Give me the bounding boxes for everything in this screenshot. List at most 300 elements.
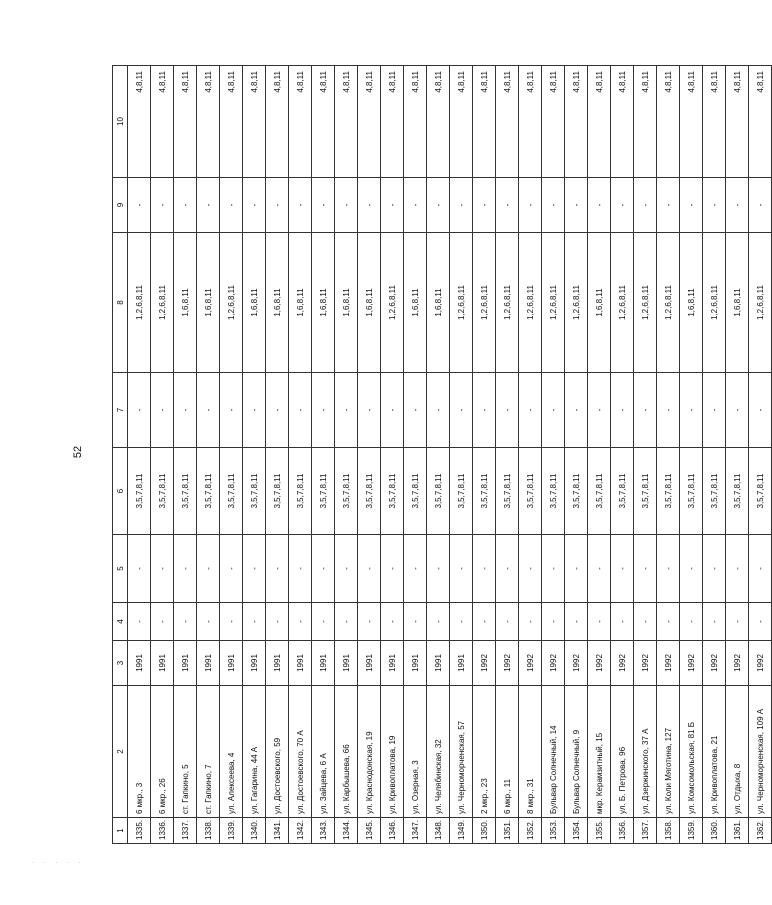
col-6-value: 3,5,7,8,11 [588, 448, 611, 535]
col-10-value: 4,8,11 [289, 66, 312, 178]
col-7-value: - [450, 373, 473, 448]
col-6-header: 6 [113, 448, 128, 535]
col-6-value: 3,5,7,8,11 [312, 448, 335, 535]
col-5-value: - [565, 535, 588, 603]
row-number: 1346. [381, 818, 404, 844]
col-4-value: - [450, 603, 473, 641]
col-3-header: 3 [113, 641, 128, 686]
col-8-value: 1,6,8,11 [312, 233, 335, 373]
col-8-value: 1,2,6,8,11 [611, 233, 634, 373]
year: 1992 [611, 641, 634, 686]
col-1-header: 1 [113, 818, 128, 844]
col-8-value: 1,6,8,11 [680, 233, 703, 373]
col-7-value: - [312, 373, 335, 448]
table-row [128, 66, 151, 844]
address: ул. Отдыха, 8 [726, 686, 749, 818]
col-5-value: - [450, 535, 473, 603]
col-4-value: - [634, 603, 657, 641]
address: ул. Зайцева, 6 А [312, 686, 335, 818]
col-9-value: - [197, 178, 220, 233]
year: 1992 [542, 641, 565, 686]
table-row [312, 66, 335, 844]
table-header-row [113, 66, 128, 844]
address: 6 мкр., 26 [151, 686, 174, 818]
col-5-value: - [358, 535, 381, 603]
row-number: 1341. [266, 818, 289, 844]
row-number: 1361. [726, 818, 749, 844]
col-8-value: 1,2,6,8,11 [128, 233, 151, 373]
col-9-value: - [565, 178, 588, 233]
row-number: 1337. [174, 818, 197, 844]
col-9-value: - [519, 178, 542, 233]
col-5-value: - [243, 535, 266, 603]
table-row [680, 66, 703, 844]
col-6-value: 3,5,7,8,11 [680, 448, 703, 535]
col-6-value: 3,5,7,8,11 [220, 448, 243, 535]
year: 1991 [174, 641, 197, 686]
row-number: 1340. [243, 818, 266, 844]
col-6-value: 3,5,7,8,11 [634, 448, 657, 535]
col-4-value: - [427, 603, 450, 641]
col-5-value: - [703, 535, 726, 603]
year: 1992 [496, 641, 519, 686]
col-10-value: 4,8,11 [588, 66, 611, 178]
col-9-value: - [473, 178, 496, 233]
col-9-value: - [726, 178, 749, 233]
col-9-value: - [243, 178, 266, 233]
col-5-value: - [174, 535, 197, 603]
col-7-value: - [565, 373, 588, 448]
col-7-value: - [473, 373, 496, 448]
col-4-value: - [749, 603, 772, 641]
col-10-value: 4,8,11 [450, 66, 473, 178]
col-9-value: - [703, 178, 726, 233]
address: ул. Гагарина, 44 А [243, 686, 266, 818]
address: ул. Алексеева, 4 [220, 686, 243, 818]
col-6-value: 3,5,7,8,11 [427, 448, 450, 535]
col-10-value: 4,8,11 [634, 66, 657, 178]
col-5-value: - [427, 535, 450, 603]
col-4-value: - [266, 603, 289, 641]
row-number: 1358. [657, 818, 680, 844]
year: 1991 [128, 641, 151, 686]
table-row [749, 66, 772, 844]
table-row [657, 66, 680, 844]
col-5-value: - [151, 535, 174, 603]
col-8-value: 1,6,8,11 [427, 233, 450, 373]
address: ул. Озерная, 3 [404, 686, 427, 818]
col-8-value: 1,6,8,11 [289, 233, 312, 373]
col-7-value: - [128, 373, 151, 448]
row-number: 1348. [427, 818, 450, 844]
col-9-value: - [404, 178, 427, 233]
address: ул. Достоевского, 70 А [289, 686, 312, 818]
col-4-value: - [197, 603, 220, 641]
table-row [427, 66, 450, 844]
table-row [289, 66, 312, 844]
year: 1992 [473, 641, 496, 686]
col-7-value: - [749, 373, 772, 448]
address: ул. Черноморченская, 57 [450, 686, 473, 818]
col-4-value: - [381, 603, 404, 641]
col-7-value: - [174, 373, 197, 448]
row-number: 1344. [335, 818, 358, 844]
row-number: 1355. [588, 818, 611, 844]
table-row [726, 66, 749, 844]
col-4-value: - [611, 603, 634, 641]
col-4-value: - [657, 603, 680, 641]
col-9-header: 9 [113, 178, 128, 233]
address: ул. Достоевского, 59 [266, 686, 289, 818]
table-row [174, 66, 197, 844]
row-number: 1357. [634, 818, 657, 844]
col-10-value: 4,8,11 [151, 66, 174, 178]
table-row [611, 66, 634, 844]
col-4-value: - [335, 603, 358, 641]
col-10-value: 4,8,11 [473, 66, 496, 178]
col-8-value: 1,6,8,11 [197, 233, 220, 373]
document-table-area [112, 66, 765, 844]
table-row [381, 66, 404, 844]
col-5-value: - [588, 535, 611, 603]
table-row [358, 66, 381, 844]
table-row [220, 66, 243, 844]
col-7-value: - [726, 373, 749, 448]
col-5-value: - [220, 535, 243, 603]
year: 1991 [197, 641, 220, 686]
address: ул. Черноморченская, 109 А [749, 686, 772, 818]
rotated-table-container [112, 66, 765, 844]
col-4-value: - [404, 603, 427, 641]
year: 1991 [404, 641, 427, 686]
col-10-value: 4,8,11 [266, 66, 289, 178]
address: ул. Дзержинского, 37 А [634, 686, 657, 818]
col-8-value: 1,6,8,11 [358, 233, 381, 373]
table-body [128, 66, 772, 844]
table-row [450, 66, 473, 844]
table-row [542, 66, 565, 844]
col-5-value: - [496, 535, 519, 603]
col-5-value: - [634, 535, 657, 603]
col-7-value: - [197, 373, 220, 448]
col-6-value: 3,5,7,8,11 [542, 448, 565, 535]
table-row [703, 66, 726, 844]
table-row [565, 66, 588, 844]
year: 1991 [450, 641, 473, 686]
col-10-value: 4,8,11 [197, 66, 220, 178]
col-10-value: 4,8,11 [657, 66, 680, 178]
address: Бульвар Солнечный, 14 [542, 686, 565, 818]
address: 8 мкр., 31 [519, 686, 542, 818]
row-number: 1350. [473, 818, 496, 844]
col-6-value: 3,5,7,8,11 [197, 448, 220, 535]
col-7-value: - [151, 373, 174, 448]
col-4-value: - [519, 603, 542, 641]
col-9-value: - [680, 178, 703, 233]
col-8-header: 8 [113, 233, 128, 373]
year: 1992 [657, 641, 680, 686]
table-row [634, 66, 657, 844]
col-5-value: - [749, 535, 772, 603]
col-8-value: 1,6,8,11 [174, 233, 197, 373]
year: 1992 [749, 641, 772, 686]
col-8-value: 1,2,6,8,11 [450, 233, 473, 373]
col-5-value: - [266, 535, 289, 603]
col-6-value: 3,5,7,8,11 [450, 448, 473, 535]
col-8-value: 1,2,6,8,11 [496, 233, 519, 373]
col-10-value: 4,8,11 [542, 66, 565, 178]
row-number: 1335. [128, 818, 151, 844]
col-8-value: 1,2,6,8,11 [381, 233, 404, 373]
col-4-header: 4 [113, 603, 128, 641]
col-7-value: - [335, 373, 358, 448]
col-4-value: - [174, 603, 197, 641]
col-7-value: - [680, 373, 703, 448]
col-9-value: - [749, 178, 772, 233]
col-6-value: 3,5,7,8,11 [703, 448, 726, 535]
col-8-value: 1,2,6,8,11 [473, 233, 496, 373]
col-6-value: 3,5,7,8,11 [335, 448, 358, 535]
col-7-value: - [381, 373, 404, 448]
col-7-value: - [542, 373, 565, 448]
col-10-value: 4,8,11 [680, 66, 703, 178]
table-row [496, 66, 519, 844]
col-9-value: - [381, 178, 404, 233]
col-4-value: - [220, 603, 243, 641]
address: 2 мкр., 23 [473, 686, 496, 818]
year: 1991 [243, 641, 266, 686]
col-6-value: 3,5,7,8,11 [473, 448, 496, 535]
col-10-value: 4,8,11 [358, 66, 381, 178]
col-10-value: 4,8,11 [174, 66, 197, 178]
address: ул. Челябинская, 32 [427, 686, 450, 818]
row-number: 1338. [197, 818, 220, 844]
col-4-value: - [473, 603, 496, 641]
row-number: 1342. [289, 818, 312, 844]
table-row [243, 66, 266, 844]
address: Бульвар Солнечный, 9 [565, 686, 588, 818]
address: ул. Краснодонская, 19 [358, 686, 381, 818]
year: 1991 [381, 641, 404, 686]
col-9-value: - [312, 178, 335, 233]
col-8-value: 1,6,8,11 [588, 233, 611, 373]
col-9-value: - [496, 178, 519, 233]
col-5-value: - [519, 535, 542, 603]
col-6-value: 3,5,7,8,11 [404, 448, 427, 535]
col-6-value: 3,5,7,8,11 [243, 448, 266, 535]
col-4-value: - [726, 603, 749, 641]
col-9-value: - [174, 178, 197, 233]
col-5-value: - [312, 535, 335, 603]
col-7-value: - [289, 373, 312, 448]
row-number: 1354. [565, 818, 588, 844]
col-6-value: 3,5,7,8,11 [128, 448, 151, 535]
col-10-value: 4,8,11 [427, 66, 450, 178]
col-7-value: - [519, 373, 542, 448]
table-row [197, 66, 220, 844]
col-7-value: - [427, 373, 450, 448]
row-number: 1349. [450, 818, 473, 844]
row-number: 1339. [220, 818, 243, 844]
col-6-value: 3,5,7,8,11 [565, 448, 588, 535]
year: 1992 [634, 641, 657, 686]
col-6-value: 3,5,7,8,11 [174, 448, 197, 535]
col-5-value: - [404, 535, 427, 603]
col-9-value: - [588, 178, 611, 233]
col-10-value: 4,8,11 [312, 66, 335, 178]
col-8-value: 1,2,6,8,11 [151, 233, 174, 373]
col-4-value: - [496, 603, 519, 641]
table-row [151, 66, 174, 844]
col-9-value: - [542, 178, 565, 233]
col-8-value: 1,6,8,11 [404, 233, 427, 373]
table-row [404, 66, 427, 844]
col-7-value: - [611, 373, 634, 448]
col-7-value: - [588, 373, 611, 448]
address: ст. Гапкино, 7 [197, 686, 220, 818]
address: ул. Коли Мяготина, 127 [657, 686, 680, 818]
col-8-value: 1,6,8,11 [266, 233, 289, 373]
col-7-value: - [703, 373, 726, 448]
col-8-value: 1,2,6,8,11 [565, 233, 588, 373]
col-4-value: - [680, 603, 703, 641]
col-5-value: - [197, 535, 220, 603]
year: 1992 [588, 641, 611, 686]
col-7-value: - [266, 373, 289, 448]
col-5-value: - [726, 535, 749, 603]
col-7-value: - [657, 373, 680, 448]
col-7-value: - [243, 373, 266, 448]
row-number: 1345. [358, 818, 381, 844]
col-10-value: 4,8,11 [243, 66, 266, 178]
col-10-value: 4,8,11 [496, 66, 519, 178]
col-6-value: 3,5,7,8,11 [519, 448, 542, 535]
page-number: 52 [72, 445, 84, 459]
col-7-value: - [358, 373, 381, 448]
col-4-value: - [128, 603, 151, 641]
col-10-value: 4,8,11 [381, 66, 404, 178]
col-5-header: 5 [113, 535, 128, 603]
row-number: 1347. [404, 818, 427, 844]
address: ул. Комсомольская, 81 Б [680, 686, 703, 818]
table-row [266, 66, 289, 844]
col-9-value: - [611, 178, 634, 233]
col-10-value: 4,8,11 [519, 66, 542, 178]
table-row [588, 66, 611, 844]
col-4-value: - [312, 603, 335, 641]
address: 6 мкр., 3 [128, 686, 151, 818]
col-6-value: 3,5,7,8,11 [611, 448, 634, 535]
col-8-value: 1,6,8,11 [726, 233, 749, 373]
address: ст. Гапкино, 5 [174, 686, 197, 818]
col-8-value: 1,2,6,8,11 [542, 233, 565, 373]
col-10-value: 4,8,11 [404, 66, 427, 178]
address: ул. Кривоплатова, 19 [381, 686, 404, 818]
col-10-value: 4,8,11 [611, 66, 634, 178]
col-8-value: 1,6,8,11 [243, 233, 266, 373]
col-5-value: - [473, 535, 496, 603]
register-table [112, 65, 772, 844]
table-row [473, 66, 496, 844]
col-6-value: 3,5,7,8,11 [266, 448, 289, 535]
year: 1992 [703, 641, 726, 686]
col-4-value: - [703, 603, 726, 641]
row-number: 1352. [519, 818, 542, 844]
col-9-value: - [427, 178, 450, 233]
col-6-value: 3,5,7,8,11 [289, 448, 312, 535]
col-10-value: 4,8,11 [128, 66, 151, 178]
year: 1991 [289, 641, 312, 686]
year: 1991 [427, 641, 450, 686]
col-9-value: - [358, 178, 381, 233]
col-8-value: 1,2,6,8,11 [519, 233, 542, 373]
col-5-value: - [680, 535, 703, 603]
row-number: 1353. [542, 818, 565, 844]
col-9-value: - [220, 178, 243, 233]
col-8-value: 1,2,6,8,11 [634, 233, 657, 373]
col-8-value: 1,6,8,11 [335, 233, 358, 373]
col-4-value: - [289, 603, 312, 641]
year: 1991 [312, 641, 335, 686]
col-6-value: 3,5,7,8,11 [151, 448, 174, 535]
row-number: 1359. [680, 818, 703, 844]
col-6-value: 3,5,7,8,11 [749, 448, 772, 535]
address: ул. Карбышева, 66 [335, 686, 358, 818]
col-8-value: 1,2,6,8,11 [657, 233, 680, 373]
col-7-value: - [404, 373, 427, 448]
col-9-value: - [657, 178, 680, 233]
col-4-value: - [542, 603, 565, 641]
col-10-value: 4,8,11 [703, 66, 726, 178]
col-8-value: 1,2,6,8,11 [749, 233, 772, 373]
col-5-value: - [381, 535, 404, 603]
table-row [519, 66, 542, 844]
col-5-value: - [611, 535, 634, 603]
col-6-value: 3,5,7,8,11 [726, 448, 749, 535]
address: 6 мкр., 11 [496, 686, 519, 818]
year: 1991 [358, 641, 381, 686]
scan-marks: · · · · · [32, 860, 85, 866]
row-number: 1362. [749, 818, 772, 844]
col-10-value: 4,8,11 [565, 66, 588, 178]
col-9-value: - [450, 178, 473, 233]
col-9-value: - [266, 178, 289, 233]
row-number: 1336. [151, 818, 174, 844]
col-9-value: - [335, 178, 358, 233]
col-10-value: 4,8,11 [749, 66, 772, 178]
table-row [335, 66, 358, 844]
address: ул. Б. Петрова, 96 [611, 686, 634, 818]
col-4-value: - [358, 603, 381, 641]
col-2-header: 2 [113, 686, 128, 818]
year: 1992 [680, 641, 703, 686]
year: 1992 [519, 641, 542, 686]
year: 1992 [726, 641, 749, 686]
address: ул. Кривоплатова, 21 [703, 686, 726, 818]
col-4-value: - [588, 603, 611, 641]
col-7-value: - [496, 373, 519, 448]
col-4-value: - [243, 603, 266, 641]
col-5-value: - [289, 535, 312, 603]
col-5-value: - [657, 535, 680, 603]
col-5-value: - [542, 535, 565, 603]
year: 1991 [151, 641, 174, 686]
address: мкр. Керамзитный, 15 [588, 686, 611, 818]
row-number: 1356. [611, 818, 634, 844]
col-10-value: 4,8,11 [335, 66, 358, 178]
col-10-value: 4,8,11 [220, 66, 243, 178]
col-6-value: 3,5,7,8,11 [657, 448, 680, 535]
